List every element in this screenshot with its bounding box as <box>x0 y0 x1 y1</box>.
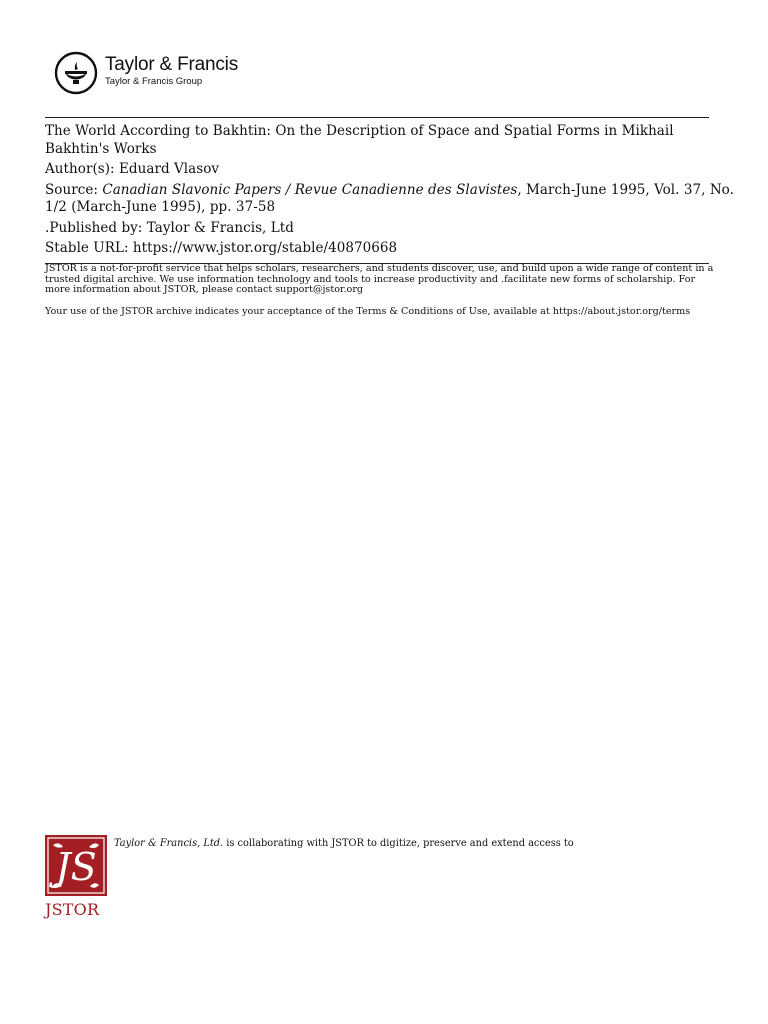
source-journal: Canadian Slavonic Papers / Revue Canadienne des Slavistes <box>102 181 518 198</box>
stable-url-line <box>45 240 735 258</box>
article-title: The World According to Bakhtin: On the Description of Space and Spatial Forms in Mikhail Bakhtin's Works <box>45 123 674 157</box>
source-label: Source: <box>45 181 98 198</box>
author-name: Eduard Vlasov <box>119 161 220 177</box>
notice-paragraph-about: JSTOR is a not-for-profit service that helps scholars, researchers, and students discover, use, and build upon a wide range of content in a trusted digital archive. We use information technology and tools to increase productivity and .facilitate new forms of scholarship. For more information about JSTOR, please contact support@jstor.org <box>45 263 714 296</box>
author-line <box>45 161 735 179</box>
collaboration-text: is collaborating with JSTOR to digitize, preserve and extend access to <box>223 838 574 849</box>
source-details: , March-June 1995, Vol. 37, No. 1/2 (March-June 1995), pp. 37-58 <box>45 181 734 215</box>
article-metadata <box>45 123 735 261</box>
author-label: Author(s): <box>45 161 115 177</box>
stable-url-label: Stable URL: <box>45 240 129 256</box>
publisher-name: Taylor & Francis <box>105 54 239 75</box>
notice-paragraph-terms: Your use of the JSTOR archive indicates your acceptance of the Terms & Conditions of Use, available at https://about.jstor.org/terms <box>45 305 691 317</box>
collaborator-name: Taylor & Francis, Ltd. <box>114 838 224 849</box>
jstor-logo <box>45 835 109 921</box>
lamp-icon <box>53 50 99 96</box>
jstor-seal-icon <box>45 835 107 896</box>
jstor-wordmark: JSTOR <box>45 900 100 919</box>
source-line <box>45 182 735 217</box>
publisher-group: Taylor & Francis Group <box>105 76 203 87</box>
published-by: .Published by: Taylor & Francis, Ltd <box>45 219 294 236</box>
top-divider <box>45 117 709 118</box>
publisher-logo <box>53 50 253 96</box>
svg-text:JS: JS <box>55 845 97 889</box>
stable-url-link[interactable]: https://www.jstor.org/stable/40870668 <box>132 240 398 256</box>
collaboration-statement <box>114 838 574 849</box>
jstor-notice <box>45 264 715 328</box>
